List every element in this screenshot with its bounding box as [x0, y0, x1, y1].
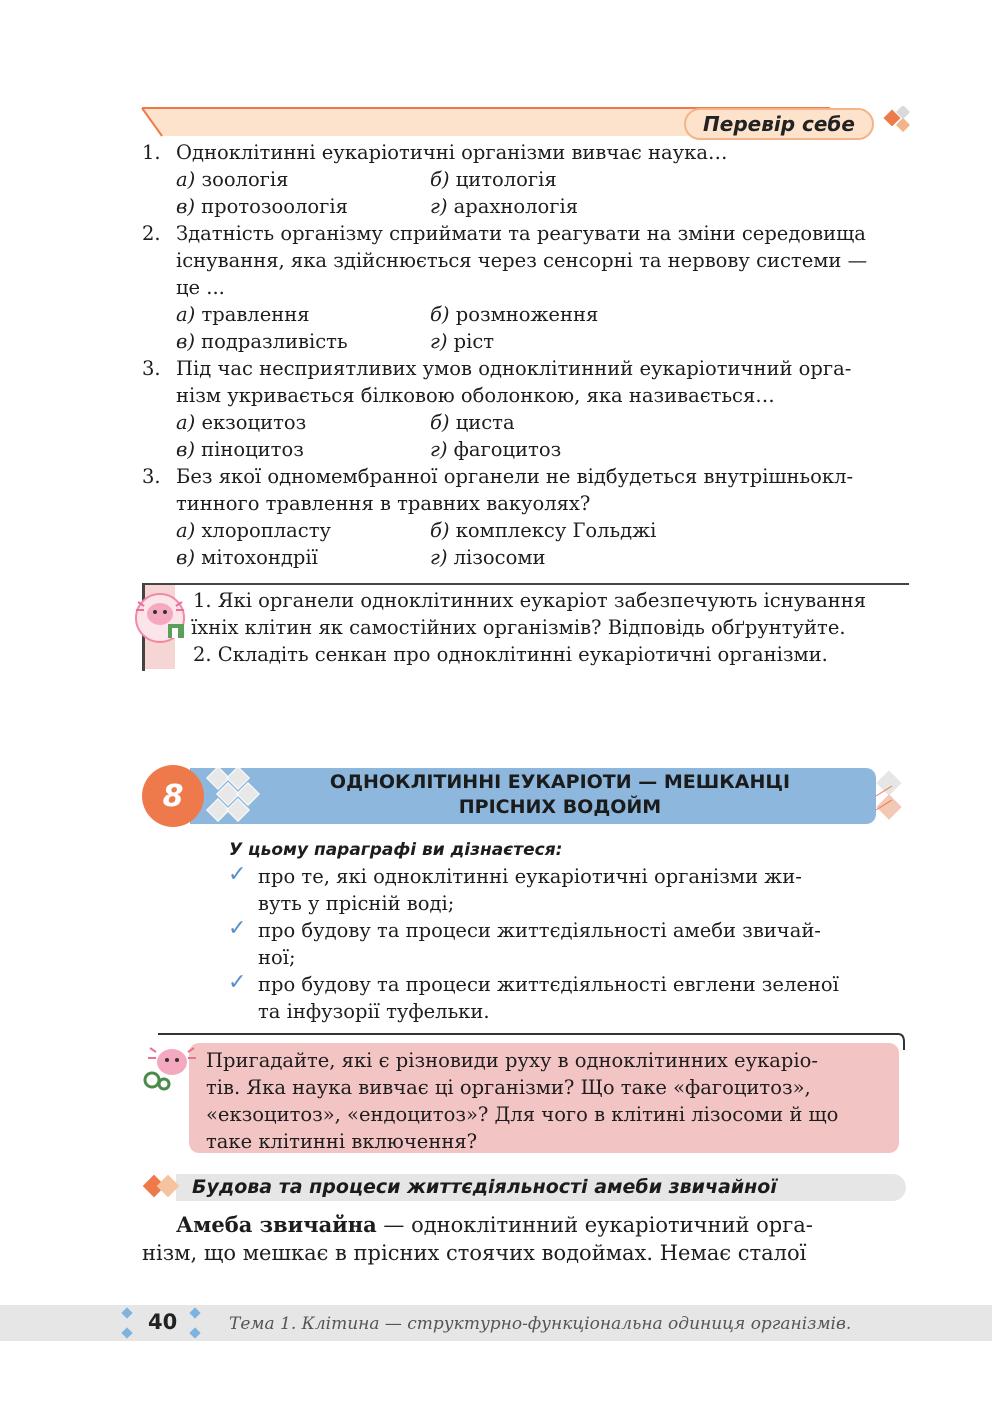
- lesson-number-badge: 8: [142, 765, 204, 827]
- option-g: г) лізосоми: [430, 546, 546, 569]
- tasks-box: [142, 583, 909, 671]
- footer-topic: Тема 1. Клітина — структурно-функціональна одиниця організмів.: [229, 1314, 852, 1334]
- checkmark-icon: ✓: [228, 970, 247, 995]
- check-yourself-title: Перевір себе: [684, 108, 874, 140]
- option-g: г) фагоцитоз: [430, 438, 562, 461]
- recall-line: таке клітинні включення?: [206, 1130, 478, 1153]
- learn-item: про будову та процеси життєдіяльності евглени зеленої: [258, 973, 839, 996]
- question-text: Одноклітинні еукаріотичні організми вивчає наука…: [176, 141, 728, 164]
- option-a: а) зоологія: [176, 168, 289, 191]
- option-v: в) мітохондрії: [176, 546, 318, 569]
- recall-line: Пригадайте, які є різновиди руху в одноклітинних еукаріо-: [206, 1049, 818, 1072]
- learn-item: про те, які одноклітинні еукаріотичні організми жи-: [258, 865, 802, 888]
- question-number: 1.: [142, 141, 161, 164]
- footer-diamonds-left-icon: [118, 1306, 136, 1340]
- learn-heading: У цьому параграфі ви дізнаєтеся:: [229, 840, 563, 860]
- option-b: б) розмноження: [430, 303, 599, 326]
- option-b: б) цитологія: [430, 168, 557, 191]
- option-a: а) хлоропласту: [176, 519, 331, 542]
- option-b: б) комплексу Гольджі: [430, 519, 657, 542]
- axolotl-mascot-icon: [132, 592, 190, 646]
- learn-item-cont: ної;: [258, 946, 296, 969]
- option-g: г) ріст: [430, 330, 495, 353]
- checkmark-icon: ✓: [228, 862, 247, 887]
- recall-line: тів. Яка наука вивчає ці організми? Що таке «фагоцитоз»,: [206, 1076, 811, 1099]
- option-a: а) травлення: [176, 303, 310, 326]
- recall-line: «екзоцитоз», «ендоцитоз»? Для чого в клітині лізосоми й що: [206, 1103, 839, 1126]
- body-line-2: нізм, що мешкає в прісних стоячих водоймах. Немає сталої: [142, 1241, 807, 1265]
- diamond-right-decoration: [872, 768, 912, 828]
- learn-item: про будову та процеси життєдіяльності амеби звичай-: [258, 919, 821, 942]
- learn-item-cont: вуть у прісній воді;: [258, 892, 455, 915]
- option-g: г) арахнологія: [430, 195, 579, 218]
- checkmark-icon: ✓: [228, 916, 247, 941]
- task-line: 2. Складіть сенкан про одноклітинні еукаріотичні організми.: [193, 643, 828, 666]
- learn-item-cont: та інфузорії туфельки.: [258, 1000, 490, 1023]
- option-v: в) протозоологія: [176, 195, 348, 218]
- axolotl-gear-mascot-icon: [140, 1040, 198, 1094]
- option-b: б) циста: [430, 411, 515, 434]
- footer-diamonds-right-icon: [186, 1306, 204, 1340]
- subheading-diamond-icon: [140, 1170, 186, 1204]
- lesson-title: ОДНОКЛІТИННІ ЕУКАРІОТИ — МЕШКАНЦІ ПРІСНИХ ВОДОЙМ: [329, 771, 791, 818]
- task-line: їхніх клітин як самостійних організмів? Відповідь обґрунтуйте.: [191, 616, 846, 639]
- option-a: а) екзоцитоз: [176, 411, 307, 434]
- option-v: в) подразливість: [176, 330, 348, 353]
- subheading-title: Будова та процеси життєдіяльності амеби звичайної: [192, 1176, 777, 1198]
- option-v: в) піноцитоз: [176, 438, 304, 461]
- task-line: 1. Які органели одноклітинних еукаріот забезпечують існування: [193, 589, 867, 612]
- page-number: 40: [148, 1310, 178, 1334]
- body-line-1: Амеба звичайна — одноклітинний еукаріотичний орга-: [176, 1212, 813, 1237]
